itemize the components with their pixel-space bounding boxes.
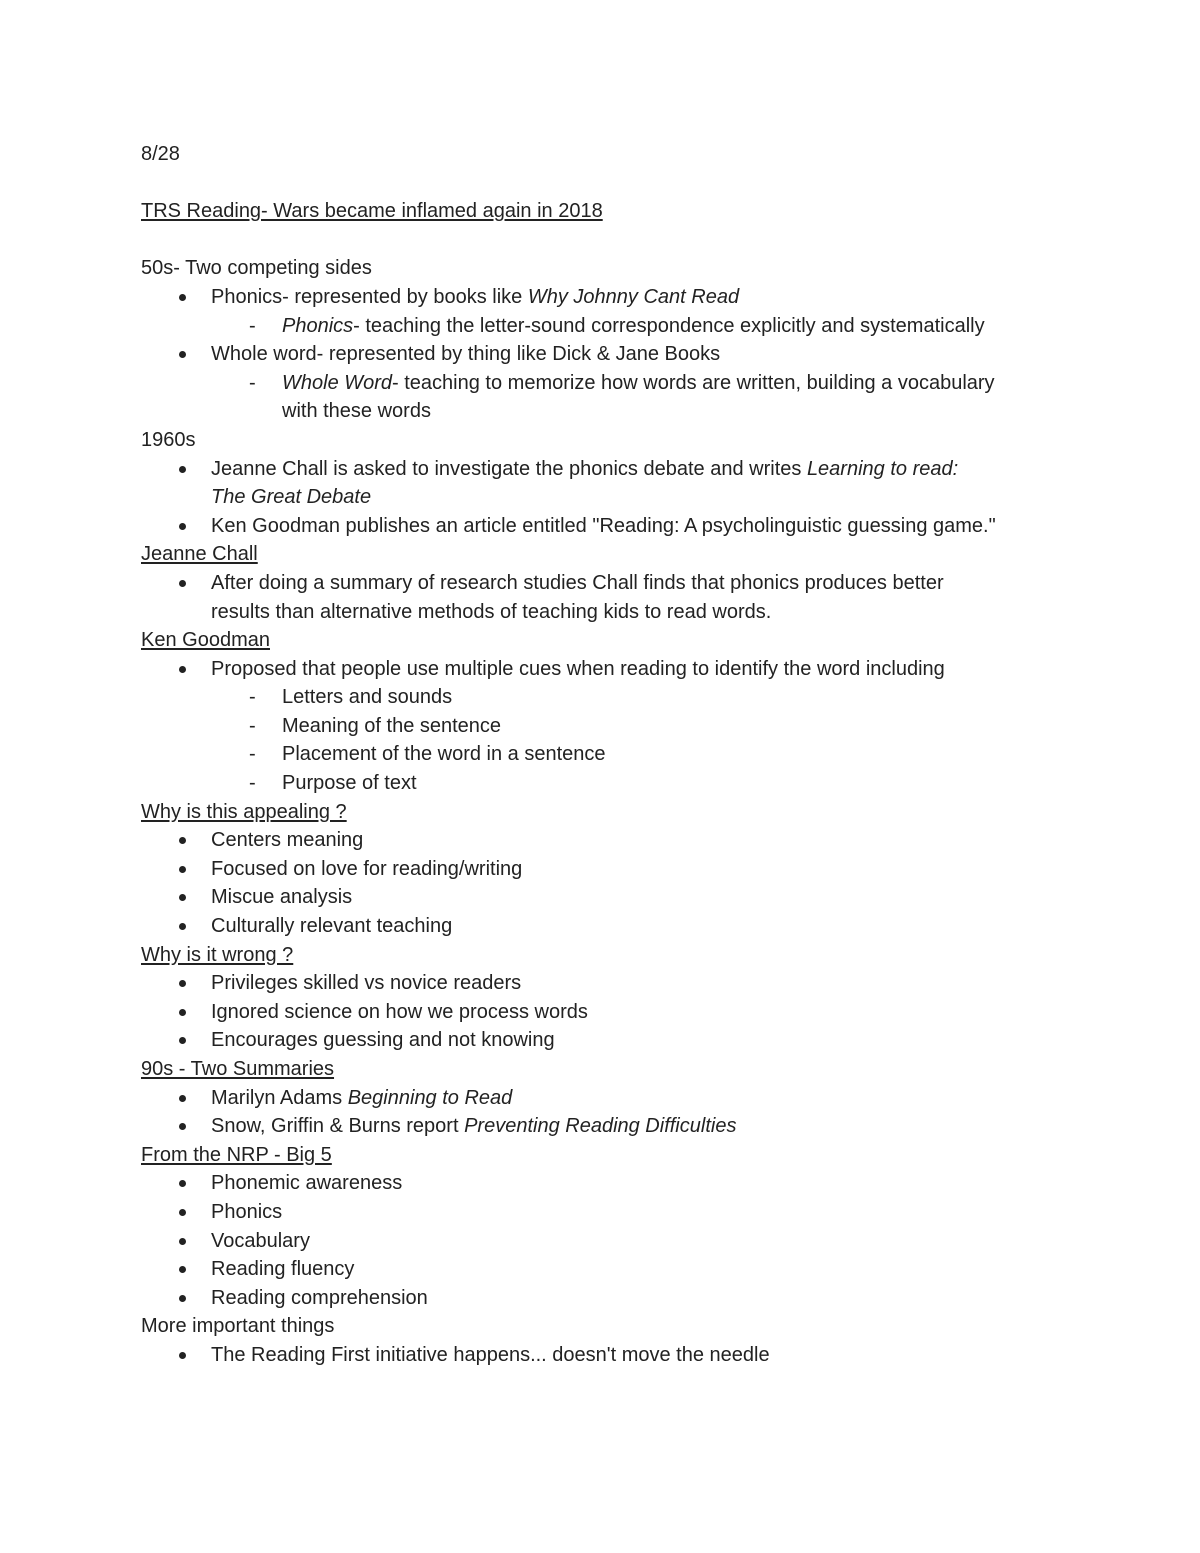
item-text: Snow, Griffin & Burns report bbox=[211, 1115, 465, 1138]
definition-text: - teaching to memorize how words are written, building a vocabulary bbox=[392, 371, 995, 394]
dash-marker: - bbox=[249, 714, 256, 737]
list-item: After doing a summary of research studies Chall finds that phonics produces better bbox=[141, 569, 1081, 598]
dash-marker: - bbox=[249, 314, 256, 337]
section-heading-ken-goodman: Ken Goodman bbox=[141, 629, 270, 652]
item-text: Meaning of the sentence bbox=[282, 714, 502, 737]
section-heading-50s: 50s- Two competing sides bbox=[141, 257, 372, 280]
list-item: Reading fluency bbox=[141, 1255, 1081, 1284]
book-title: Why Johnny Cant Read bbox=[527, 285, 740, 308]
list-item: Ignored science on how we process words bbox=[141, 998, 1081, 1027]
date-line: 8/28 bbox=[141, 143, 180, 165]
section-heading-jeanne-chall: Jeanne Chall bbox=[141, 543, 258, 566]
item-text: Jeanne Chall is asked to investigate the phonics debate and writes bbox=[211, 457, 807, 480]
list-item: Encourages guessing and not knowing bbox=[141, 1026, 1081, 1055]
book-title: Learning to read: bbox=[806, 457, 959, 480]
item-text: Letters and sounds bbox=[282, 686, 453, 709]
section-heading-wrong: Why is it wrong ? bbox=[141, 943, 294, 966]
item-text: Purpose of text bbox=[282, 772, 417, 795]
section-heading-90s: 90s - Two Summaries bbox=[141, 1058, 335, 1080]
definition-text: - teaching the letter-sound correspondence explicitly and systematically bbox=[353, 314, 985, 337]
section-heading-nrp: From the NRP - Big 5 bbox=[141, 1143, 332, 1166]
section-heading-1960s: 1960s bbox=[141, 428, 196, 451]
list-item: Focused on love for reading/writing bbox=[141, 855, 1081, 884]
sub-list-item bbox=[141, 312, 1081, 341]
section-heading-more: More important things bbox=[141, 1315, 335, 1338]
list-item bbox=[141, 1112, 1081, 1141]
book-title: Beginning to Read bbox=[347, 1086, 513, 1109]
notes-body bbox=[141, 140, 1081, 1370]
item-text: Placement of the word in a sentence bbox=[282, 743, 606, 766]
dash-marker: - bbox=[249, 743, 256, 766]
sub-list-item-continuation: with these words bbox=[282, 400, 431, 423]
book-title: Preventing Reading Difficulties bbox=[464, 1115, 737, 1138]
item-text: Marilyn Adams bbox=[211, 1086, 348, 1109]
dash-marker: - bbox=[249, 772, 256, 795]
sub-list-item bbox=[141, 369, 1081, 398]
list-item: Reading comprehension bbox=[141, 1284, 1081, 1313]
sub-list-item bbox=[141, 769, 1081, 798]
list-item bbox=[141, 1084, 1081, 1113]
list-item bbox=[141, 283, 1081, 312]
list-item: The Reading First initiative happens... doesn't move the needle bbox=[141, 1341, 1081, 1370]
dash-marker: - bbox=[249, 371, 256, 394]
list-item: Culturally relevant teaching bbox=[141, 912, 1081, 941]
term: Whole Word bbox=[282, 371, 393, 394]
list-item: Centers meaning bbox=[141, 826, 1081, 855]
list-item bbox=[141, 455, 1081, 484]
list-item-continuation: results than alternative methods of teaching kids to read words. bbox=[211, 600, 772, 623]
list-item: Ken Goodman publishes an article entitled "Reading: A psycholinguistic guessing game." bbox=[141, 512, 1081, 541]
list-item: Privileges skilled vs novice readers bbox=[141, 969, 1081, 998]
list-item-continuation: The Great Debate bbox=[211, 486, 372, 509]
sub-list-item bbox=[141, 683, 1081, 712]
term: Phonics bbox=[282, 314, 354, 337]
item-text: Phonics- represented by books like bbox=[211, 285, 528, 308]
list-item: Phonemic awareness bbox=[141, 1169, 1081, 1198]
list-item: Phonics bbox=[141, 1198, 1081, 1227]
dash-marker: - bbox=[249, 686, 256, 709]
list-item: Proposed that people use multiple cues when reading to identify the word including bbox=[141, 655, 1081, 684]
list-item: Vocabulary bbox=[141, 1227, 1081, 1256]
sub-list-item bbox=[141, 712, 1081, 741]
document-title: TRS Reading- Wars became inflamed again in 2018 bbox=[141, 200, 603, 223]
section-heading-appealing: Why is this appealing ? bbox=[141, 800, 347, 823]
sub-list-item bbox=[141, 740, 1081, 769]
list-item: Whole word- represented by thing like Dick & Jane Books bbox=[141, 340, 1081, 369]
list-item: Miscue analysis bbox=[141, 883, 1081, 912]
